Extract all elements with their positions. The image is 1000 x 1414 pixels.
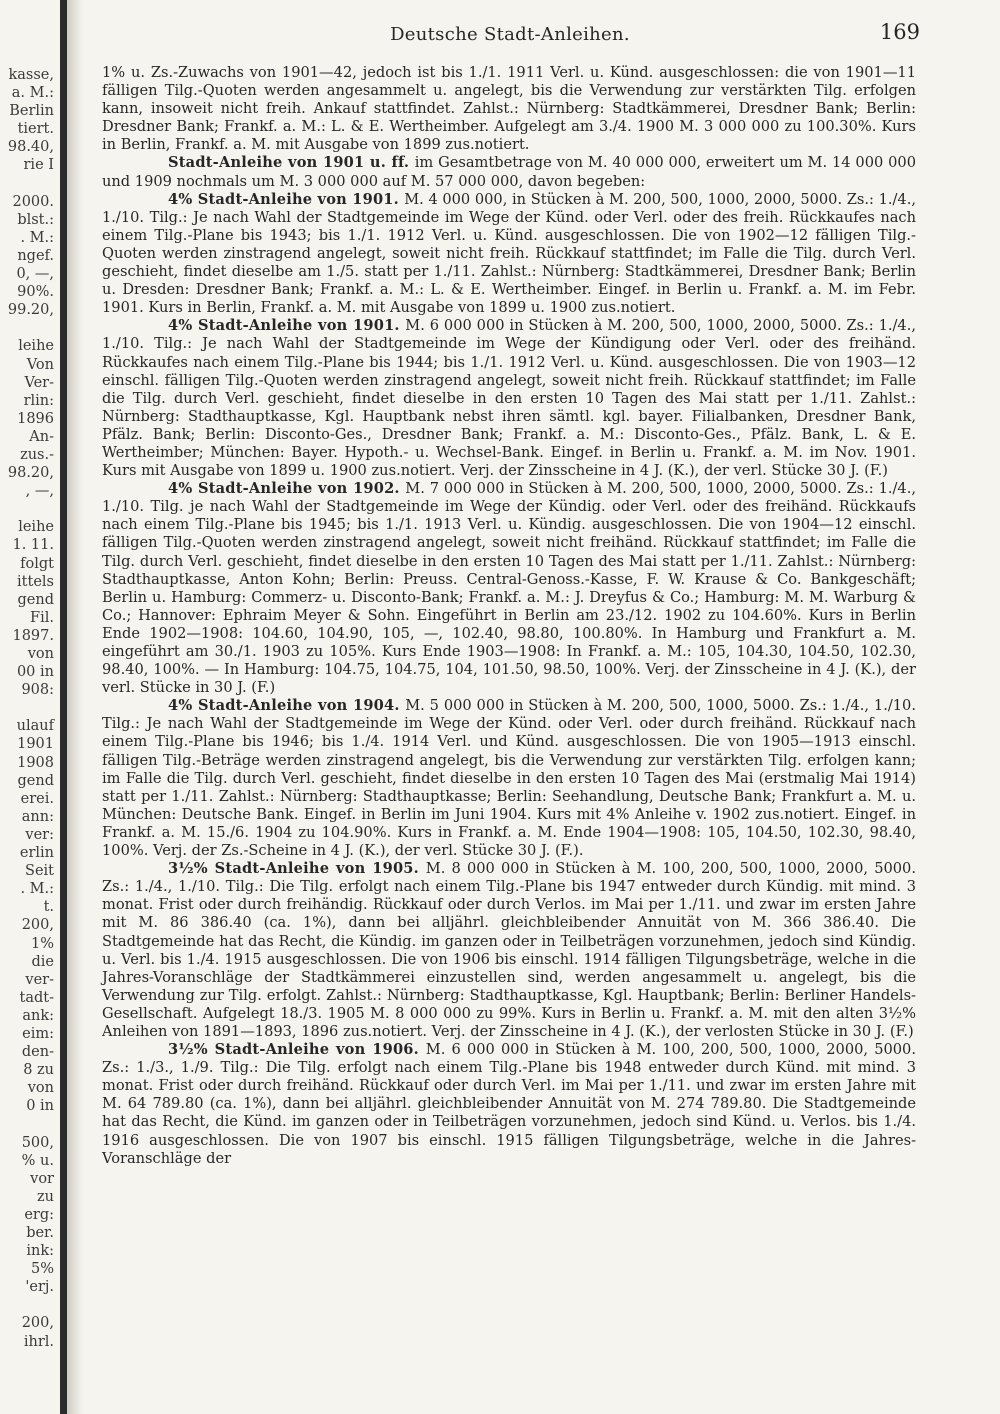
edge-fragment: 5% [30, 1261, 54, 1278]
edge-fragment: 90%. [17, 284, 54, 301]
edge-fragment: von [27, 646, 54, 662]
edge-fragment: . M.: [20, 881, 54, 898]
edge-fragment: tadt- [19, 989, 54, 1006]
edge-fragment: ittels [17, 573, 54, 590]
gutter-shadow [67, 0, 83, 1414]
edge-fragment: 908: [21, 682, 54, 699]
edge-fragment: 1% [30, 935, 54, 952]
edge-fragment: a. M.: [11, 85, 54, 102]
edge-fragment: 0, —, [16, 266, 54, 283]
edge-fragment: blst.: [17, 211, 54, 228]
edge-fragment: t. [43, 899, 54, 916]
section-heading: Stadt-Anleihe von 1901 u. ff. [168, 154, 415, 172]
edge-fragment [0, 1296, 58, 1314]
edge-fragment: An- [29, 428, 54, 445]
edge-fragment: ngef. [17, 247, 54, 264]
running-header [100, 20, 920, 50]
paragraph-intro [102, 64, 916, 154]
edge-fragment: erei. [20, 790, 54, 807]
paragraph-text: M. 7 000 000 in Stücken à M. 200, 500, 1000, 2000, 5000. Zs.: 1./4., 1./10. Tilg. je nach Wahl der Stadtgemeinde im Wege der Kündig. oder Verl. oder des freihänd. Rückkaufs nach einem Tilg.-Plane bis 1945; bis 1./1. 1913 Verl. u. Kündig. ausgeschlossen. Die von 1904—12 einschl. fälligen Tilg.-Quoten werden zinstragend angelegt, soweit nicht freihänd. Rückkauf stattfindet; im Falle die Tilg. durch Verl. geschieht, findet dieselbe in den ersten 10 Tagen des Mai statt per 1./11. Zahlst.: Nürnberg: Stadthauptkasse, Anton Kohn; Berlin: Preuss. Central-Genoss.-Kasse, F. W. Krause & Co. Bankgeschäft; Berlin u. Hamburg: Commerz- u. Disconto-Bank; Frankf. a. M.: J. Dreyfus & Co.; Hamburg: M. M. Warburg & Co.; Hannover: Ephraim Meyer & Sohn. Eingeführt in Berlin am 23./12. 1902 zu 104.60%. Kurs in Berlin Ende 1902—1908: 104.60, 104.90, 105, —, 102.40, 98.80, 100.80%. In Hamburg und Frankfurt a. M. eingeführt am 30./1. 1903 zu 105%. Kurs Ende 1903—1908: In Frankf. a. M.: 105, 104.30, 104.50, 102.30, 98.40, 100%. — In Hamburg: 104.75, 104.75, 104, 101.50, 98.50, 100%. Verj. der Zinsscheine in 4 J. (K.), der verl. Stücke in 30 J. (F.) [102, 480, 916, 697]
edge-fragment [0, 175, 58, 193]
edge-fragment: 0 in [26, 1098, 54, 1115]
paragraph-text: im Gesamtbetrage von M. 40 000 000, erweitert um M. 14 000 000 und 1909 nochmals um M. 3 000 000 auf M. 57 000 000, davon begeben: [102, 154, 917, 190]
edge-fragment: gend [17, 591, 54, 608]
edge-fragment: 1908 [17, 754, 54, 771]
page-body [102, 64, 916, 1168]
edge-fragment: leihe [18, 519, 54, 536]
edge-fragment [0, 319, 58, 337]
paragraph-anleihe-1906 [102, 1041, 916, 1168]
edge-fragment: leihe [18, 338, 54, 355]
section-heading: 4% Stadt-Anleihe von 1904. [168, 697, 406, 715]
paragraph-text: M. 6 000 000 in Stücken à M. 200, 500, 1000, 2000, 5000. Zs.: 1./4., 1./10. Tilg.: Je nach Wahl der Stadtgemeinde im Wege der Kündigung oder Verl. oder des freihänd. Rückkaufes nach einem Tilg.-Plane bis 1944; bis 1./1. 1912 Verl. u. Künd. ausgeschlossen. Die von 1903—12 einschl. fälligen Tilg.-Quoten werden zinstragend angelegt, soweit nicht freih. Rückkauf stattfindet; im Falle die Tilg. durch Verl. geschieht, findet dieselbe in den ersten 10 Tagen des Mai statt per 1./11. Zahlst.: Nürnberg: Stadthauptkasse, Kgl. Hauptbank nebst ihren sämtl. kgl. bayer. Filialbanken, Dresdner Bank, Pfälz. Bank; Berlin: Disconto-Ges., Dresdner Bank; Frankf. a. M.: Disconto-Ges., Pfälz. Bank, L. & E. Wertheimber; München: Bayer. Hypoth.- u. Wechsel-Bank. Eingef. in Berlin u. Frankf. a. M. im Nov. 1901. Kurs mit Ausgabe von 1899 u. 1900 zus.notiert. Verj. der Zinsscheine in 4 J. (K.), der verl. Stücke 30 J. (F.) [102, 317, 916, 480]
edge-fragment: , —, [25, 483, 54, 500]
section-heading: 4% Stadt-Anleihe von 1902. [168, 480, 406, 498]
paragraph-anleihe-1901-ff [102, 154, 916, 190]
edge-fragment: 1. 11. [12, 537, 54, 554]
edge-fragment: von [27, 1080, 54, 1097]
edge-fragment: Von [26, 356, 54, 373]
paragraph-text: M. 8 000 000 in Stücken à M. 100, 200, 500, 1000, 2000, 5000. Zs.: 1./4., 1./10. Tilg.: Die Tilg. erfolgt nach einem Tilg.-Plane bis 1947 entweder durch Kündig. mit mind. 3 monat. Frist oder durch freihändig. Rückkauf oder durch Verlos. im Mai per 1./11. und zwar im ersten Jahre mit M. 86 386.40 (ca. 1%), dann bei alljährl. gleichbleibender Annuität von M. 366 386.40. Die Stadtgemeinde hat das Recht, die Kündig. im ganzen oder in Teilbeträgen vorzunehmen, jedoch sind Kündig. u. Verl. bis 1./4. 1915 ausgeschlossen. Die von 1906 bis einschl. 1914 fälligen Tilgungsbeträge, welche in die Jahres-Voranschläge der Stadtkämmerei einzustellen sind, werden angesammelt u. angelegt, bis die Verwendung zur Tilg. erfolgt. Zahlst.: Nürnberg: Stadthauptkasse, Kgl. Hauptbank; Berlin: Berliner Handels-Gesellschaft. Aufgelegt 18./3. 1905 M. 8 000 000 zu 99%. Kurs in Berlin u. Frankf. a. M. mit den alten 3½% Anleihen von 1891—1893, 1896 zus.notiert. Verj. der Zinsscheine in 4 J. (K.), der verlosten Stücke in 30 J. (F.) [102, 860, 916, 1040]
paragraph-text: 1% u. Zs.-Zuwachs von 1901—42, jedoch ist bis 1./1. 1911 Verl. u. Künd. ausgeschlossen: die von 1901—11 fälligen Tilg.-Quoten werden angesammelt u. angelegt, bis die Verwendung zur verstärkten Tilg. erfolgen kann, insoweit nicht freih. Ankauf stattfindet. Zahlst.: Nürnberg: Stadtkämmerei, Dresdner Bank; Berlin: Dresdner Bank; Frankf. a. M.: L. & E. Wertheimber. Aufgelegt am 3./4. 1900 M. 3 000 000 zu 100.30%. Kurs in Berlin, Frankf. a. M. mit Ausgabe von 1899 zus.notiert. [102, 64, 916, 154]
section-heading: 4% Stadt-Anleihe von 1901. [168, 317, 406, 335]
edge-fragment: Fil. [30, 609, 54, 626]
edge-fragment: 98.20, [7, 465, 54, 482]
edge-fragment: den- [21, 1044, 54, 1061]
edge-fragment: 'erj. [25, 1279, 54, 1296]
edge-fragment [0, 699, 58, 717]
edge-fragment: folgt [20, 555, 54, 572]
edge-fragment: Ver- [24, 374, 54, 391]
edge-fragment: rie I [23, 157, 54, 174]
running-title: Deutsche Stadt-Anleihen. [390, 24, 630, 45]
edge-fragment: Berlin [9, 103, 54, 120]
edge-fragment: ank: [22, 1007, 54, 1024]
edge-fragment: kasse, [8, 67, 54, 83]
edge-fragment [0, 500, 58, 518]
book-gutter [60, 0, 67, 1414]
edge-fragment: erg: [24, 1206, 54, 1223]
edge-fragment: ver- [25, 971, 54, 988]
edge-fragment: rlin: [23, 392, 54, 409]
paragraph-anleihe-1905 [102, 860, 916, 1041]
edge-fragment: vor [30, 1170, 54, 1187]
paragraph-text: M. 4 000 000, in Stücken à M. 200, 500, 1000, 2000, 5000. Zs.: 1./4., 1./10. Tilg.: Je nach Wahl der Stadtgemeinde im Wege der Künd. oder Verl. oder des freih. Rückkaufes nach einem Tilg.-Plane bis 1943; bis 1./1. 1912 Verl. u. Künd. ausgeschlossen. Die von 1902—12 fälligen Tilg.-Quoten werden zinstragend angelegt, soweit nicht freih. Rückkauf stattfindet; im Falle die Tilg. durch Verl. geschieht, findet dieselbe am 1./5. statt per 1./11. Zahlst.: Nürnberg: Stadtkämmerei, Dresdner Bank; Berlin u. Dresden: Dresdner Bank; Frankf. a. M.: L. & E. Wertheimber. Eingef. in Berlin u. Frankf. a. M. im Febr. 1901. Kurs in Berlin, Frankf. a. M. mit Ausgabe von 1899 u. 1900 zus.notiert. [102, 190, 916, 317]
section-heading: 3½% Stadt-Anleihe von 1906. [168, 1041, 426, 1059]
edge-fragment: 98.40, [7, 139, 54, 156]
section-heading: 3½% Stadt-Anleihe von 1905. [168, 860, 426, 878]
paragraph-text: M. 5 000 000 in Stücken à M. 200, 500, 1000, 5000. Zs.: 1./4., 1./10. Tilg.: Je nach Wahl der Stadtgemeinde im Wege der Künd. oder Verl. oder durch freihänd. Rückkauf nach einem Tilg.-Plane bis 1946; bis 1./4. 1914 Verl. und Künd. ausgeschlossen. Die von 1905—1913 einschl. fälligen Tilg.-Beträge werden zinstragend angelegt, bis die Verwendung zur verstärkten Tilg. erfolgen kann; im Falle die Tilg. durch Verl. geschieht, findet dieselbe in den ersten 10 Tagen des Mai (erstmalig Mai 1914) statt per 1./11. Zahlst.: Nürnberg: Stadthauptkasse; Berlin: Seehandlung, Deutsche Bank; Frankfurt a. M. u. München: Deutsche Bank. Eingef. in Berlin im Juni 1904. Kurs mit 4% Anleihe v. 1902 zus.notiert. Eingef. in Frankf. a. M. 15./6. 1904 zu 104.90%. Kurs in Frankf. a. M. Ende 1904—1908: 105, 104.50, 102.30, 98.40, 100%. Verj. der Zs.-Scheine in 4 J. (K.), der verl. Stücke 30 J. (F.). [102, 697, 916, 860]
paragraph-anleihe-1904 [102, 697, 916, 860]
paragraph-anleihe-1901-b [102, 317, 916, 480]
edge-fragment: ber. [26, 1225, 54, 1241]
edge-fragment: 1897. [12, 627, 54, 644]
edge-fragment: 00 in [16, 664, 54, 681]
edge-fragment: ulauf [16, 718, 54, 735]
edge-fragment: Seit [25, 863, 54, 880]
edge-fragment: zu [37, 1188, 54, 1205]
edge-fragment: ihrl. [23, 1333, 54, 1350]
section-heading: 4% Stadt-Anleihe von 1901. [168, 190, 405, 208]
paragraph-text: M. 6 000 000 in Stücken à M. 100, 200, 500, 1000, 2000, 5000. Zs.: 1./3., 1./9. Tilg.: Die Tilg. erfolgt nach einem Tilg.-Plane bis 1948 entweder durch Künd. mit mind. 3 monat. Frist oder durch freihänd. Rückkauf oder durch Verl. im Mai per 1./11. und zwar im ersten Jahre mit M. 64 789.80 (ca. 1%), dann bei alljährl. gleichbleibender Annuität von M. 274 789.80. Die Stadtgemeinde hat das Recht, die Künd. im ganzen oder in Teilbeträgen vorzunehmen, jedoch sind Künd. u. Verlos. bis 1./4. 1916 ausgeschlossen. Die von 1907 bis einschl. 1915 fälligen Tilgungsbeträge, welche in die Jahres-Voranschläge der [102, 1041, 916, 1167]
edge-fragment: gend [17, 772, 54, 789]
paragraph-anleihe-1901-a [102, 191, 916, 318]
edge-fragment: 1901 [17, 736, 54, 753]
edge-fragment: . M.: [20, 229, 54, 246]
edge-fragment: ver: [25, 826, 54, 843]
edge-fragment: eim: [22, 1025, 54, 1042]
edge-fragment: 200, [21, 1315, 54, 1332]
left-page-edge-fragments [0, 66, 58, 1396]
edge-fragment: zus.- [20, 446, 54, 463]
edge-fragment: 200, [21, 917, 54, 934]
edge-fragment: 1896 [17, 410, 54, 427]
edge-fragment: ann: [21, 808, 54, 825]
edge-fragment: 500, [21, 1134, 54, 1151]
edge-fragment: die [31, 953, 54, 970]
edge-fragment: erlin [19, 845, 54, 862]
edge-fragment: % u. [21, 1152, 54, 1169]
edge-fragment: tiert. [17, 121, 54, 138]
edge-fragment: ink: [26, 1243, 54, 1260]
edge-fragment: 2000. [12, 193, 54, 210]
edge-fragment: 99.20, [7, 302, 54, 319]
edge-fragment [0, 1115, 58, 1133]
page-number: 169 [879, 20, 920, 44]
paragraph-anleihe-1902 [102, 480, 916, 697]
edge-fragment: 8 zu [23, 1062, 54, 1079]
